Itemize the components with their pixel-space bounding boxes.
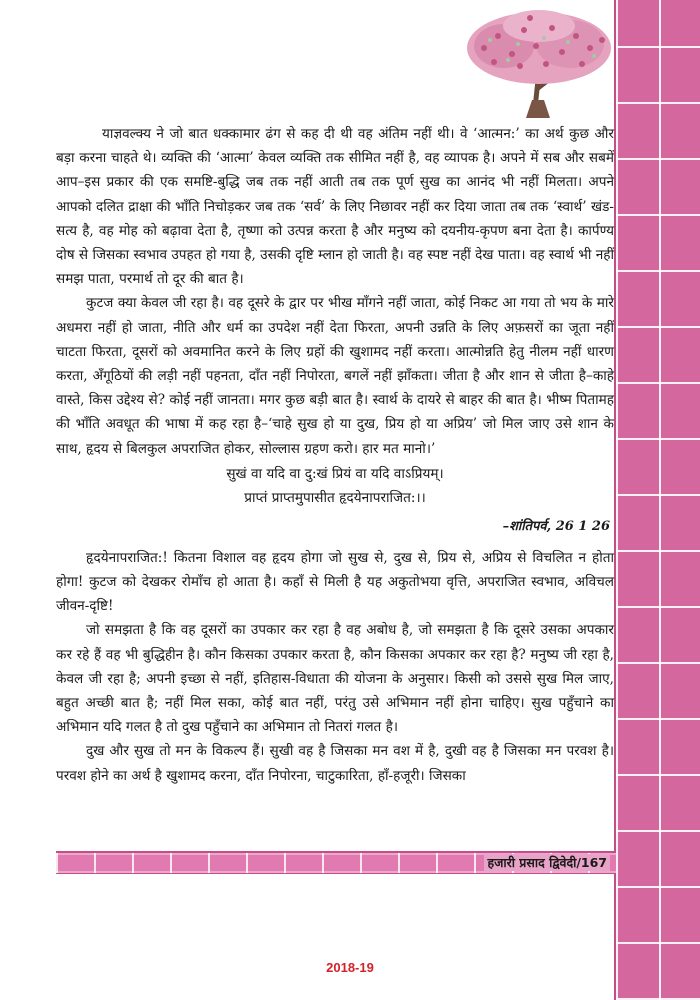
footer-author-page: हजारी प्रसाद द्विवेदी/167 xyxy=(484,854,610,871)
sanskrit-verse xyxy=(56,462,614,510)
paragraph-3: हृदयेनापराजित:! कितना विशाल वह हृदय होगा जो सुख से, दुख से, प्रिय से, अप्रिय से विचलित न होता होगा! कुटज को देखकर रोमाँच हो आता है। कहाँ से मिली है यह अकुतोभया वृत्ति, अपराजित स्वभाव, अविचल जीवन-दृष्टि! xyxy=(56,549,614,615)
verse-line-2: प्राप्तं प्राप्तमुपासीत हृदयेनापराजित:।। xyxy=(244,489,426,506)
page-content xyxy=(56,122,614,788)
verse-citation: –शांतिपर्व, 26 1 26 xyxy=(502,518,610,534)
flowering-tree-icon xyxy=(464,8,614,118)
publication-year: 2018-19 xyxy=(326,960,374,975)
paragraph-2: कुटज क्या केवल जी रहा है। वह दूसरे के द्वार पर भीख माँगने नहीं जाता, कोई निकट आ गया तो भय के मारे अधमरा नहीं हो जाता, नीति और धर्म का उपदेश नहीं देता फिरता, अपनी उन्नति के लिए अफ़सरों का जूता नहीं चाटता फिरता, दूसरों को अवमानित करने के लिए ग्रहों की खुशामद नहीं करता। आत्मोन्नति हेतु नीलम नहीं धारण करता, अँगूठियों की लड़ी नहीं पहनता, दाँत नहीं निपोरता, बगलें नहीं झाँकता। जीता है और शान से जीता है–काहे वास्ते, किस उद्देश्य से? कोई नहीं जानता। मगर कुछ बड़ी बात है। स्वार्थ के दायरे से बाहर की बात है। भीष्म पितामह की भाँति अवधूत की भाषा में कह रहा है–‘चाहे सुख हो या दुख, प्रिय हो या अप्रिय’ जो मिल जाए उसे शान के साथ, हृदय से बिलकुल अपराजित होकर, सोल्लास ग्रहण करो। हार मत मानो।’ xyxy=(56,295,614,457)
verse-line-1: सुखं वा यदि वा दु:खं प्रियं वा यदि वाऽप्रियम्। xyxy=(226,465,444,482)
decorative-brick-strip xyxy=(614,0,700,1000)
footer-band xyxy=(56,851,616,874)
paragraph-1: याज्ञवल्क्य ने जो बात धक्कामार ढंग से कह दी थी वह अंतिम नहीं थी। वे ‘आत्मन:’ का अर्थ कुछ और बड़ा करना चाहते थे। व्यक्ति की ‘आत्मा’ केवल व्यक्ति तक सीमित नहीं है, वह व्यापक है। अपने में सब और सबमें आप–इस प्रकार की एक समष्टि-बुद्धि जब तक नहीं आती तब तक पूर्ण सुख का आनंद भी नहीं मिलता। अपने आपको दलित द्राक्षा की भाँति निचोड़कर जब तक ‘सर्व’ के लिए निछावर नहीं कर दिया जाता तब तक ‘स्वार्थ’ खंड-सत्य है, वह मोह को बढ़ावा देता है, तृष्णा को उत्पन्न करता है और मनुष्य को दयनीय-कृपण बना देता है। कार्पण्य दोष से जिसका स्वभाव उपहत हो गया है, उसकी दृष्टि म्लान हो जाती है। वह स्पष्ट नहीं देख पाता। वह स्वार्थ भी नहीं समझ पाता, परमार्थ तो दूर की बात है। xyxy=(56,126,614,288)
paragraph-4: जो समझता है कि वह दूसरों का उपकार कर रहा है वह अबोध है, जो समझता है कि दूसरे उसका अपकार कर रहे हैं वह भी बुद्धिहीन है। कौन किसका उपकार करता है, कौन किसका अपकार कर रहा है? मनुष्य जी रहा है, केवल जी रहा है; अपनी इच्छा से नहीं, इतिहास-विधाता की योजना के अनुसार। किसी को उससे सुख मिल जाए, बहुत अच्छी बात है; नहीं मिल सका, कोई बात नहीं, परंतु उसे अभिमान नहीं होना चाहिए। सुख पहुँचाने का अभिमान यदि गलत है तो दुख पहुँचाने का अभिमान तो नितरां गलत है। xyxy=(56,622,614,736)
paragraph-5: दुख और सुख तो मन के विकल्प हैं। सुखी वह है जिसका मन वश में है, दुखी वह है जिसका मन परवश है। परवश होने का अर्थ है खुशामद करना, दाँत निपोरना, चाटुकारिता, हाँ-हजूरी। जिसका xyxy=(56,743,614,784)
